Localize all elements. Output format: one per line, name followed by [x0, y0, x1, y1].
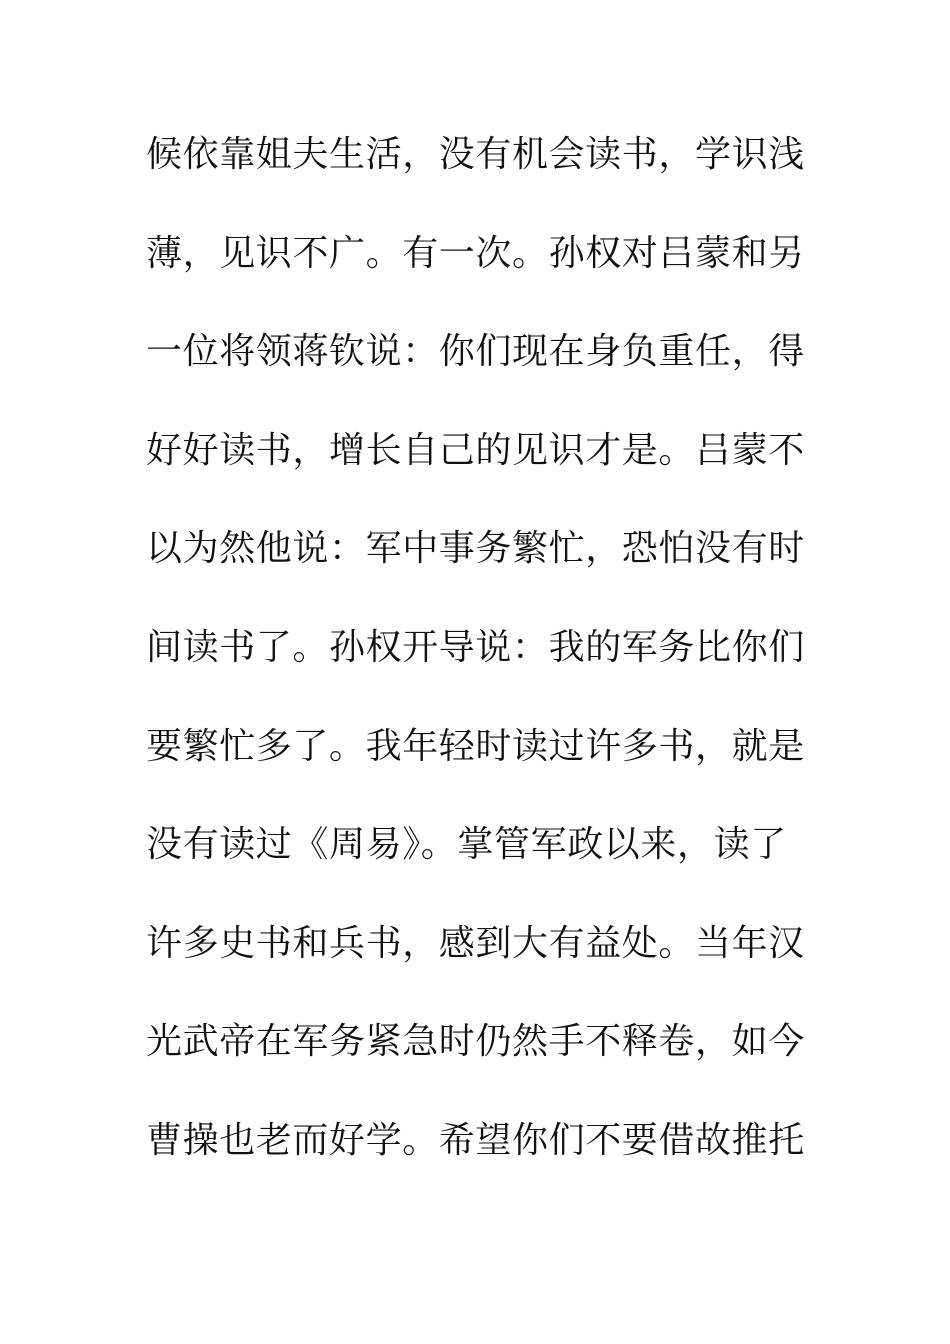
text-line: 间读书了。孙权开导说：我的军务比你们 — [146, 626, 805, 668]
text-line: 以为然他说：军中事务繁忙，恐怕没有时 — [146, 528, 805, 570]
text-line: 要繁忙多了。我年轻时读过许多书，就是 — [146, 725, 805, 767]
text-line: 许多史书和兵书，感到大有益处。当年汉 — [146, 922, 805, 964]
text-line: 一位将领蒋钦说：你们现在身负重任，得 — [146, 331, 805, 373]
text-line: 光武帝在军务紧急时仍然手不释卷，如今 — [146, 1021, 805, 1063]
text-line: 曹操也老而好学。希望你们不要借故推托 — [146, 1119, 805, 1161]
text-line: 候依靠姐夫生活，没有机会读书，学识浅 — [146, 134, 805, 175]
body-text — [146, 128, 811, 1213]
text-line: 没有读过《周易》。掌管军政以来，读了 — [146, 824, 787, 866]
text-line: 好好读书，增长自己的见识才是。吕蒙不 — [146, 429, 805, 471]
text-line: 薄，见识不广。有一次。孙权对吕蒙和另 — [146, 232, 805, 274]
